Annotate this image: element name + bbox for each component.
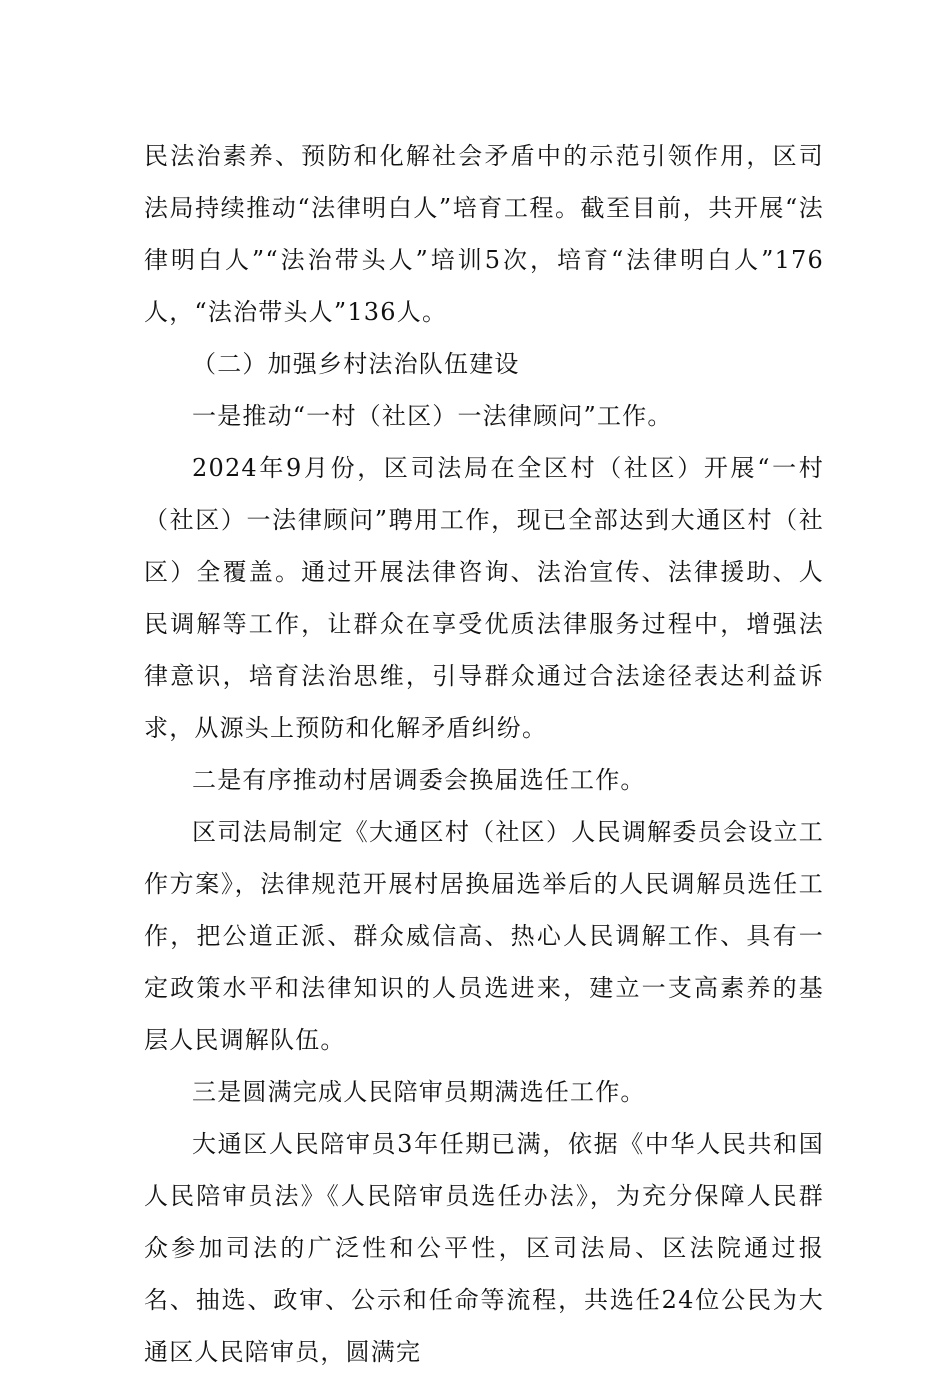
- subheading-two: 二是有序推动村居调委会换届选任工作。: [192, 766, 646, 794]
- paragraph-jurors: 大通区人民陪审员3年任期已满，依据《中华人民共和国人民陪审员法》《人民陪审员选任办法》，为充分保障人民群众参加司法的广泛性和公平性，区司法局、区法院通过报名、抽选、政审、公示和任命等流程，共选任24位公民为大通区人民陪审员，圆满完: [144, 1130, 824, 1366]
- document-body: [144, 130, 824, 1378]
- paragraph-continuation: 民法治素养、预防和化解社会矛盾中的示范引领作用，区司法局持续推动“法律明白人”培育工程。截至目前，共开展“法律明白人”“法治带头人”培训5次，培育“法律明白人”176人，“法治带头人”136人。: [144, 142, 824, 326]
- subheading-three: 三是圆满完成人民陪审员期满选任工作。: [192, 1078, 646, 1106]
- section-heading: （二）加强乡村法治队伍建设: [192, 350, 520, 378]
- paragraph-mediation: 区司法局制定《大通区村（社区）人民调解委员会设立工作方案》，法律规范开展村居换届选举后的人民调解员选任工作，把公道正派、群众威信高、热心人民调解工作、具有一定政策水平和法律知识的人员选进来，建立一支高素养的基层人民调解队伍。: [144, 818, 824, 1054]
- subheading-one: 一是推动“一村（社区）一法律顾问”工作。: [192, 402, 673, 430]
- paragraph-legal-advisor: 2024年9月份，区司法局在全区村（社区）开展“一村（社区）一法律顾问”聘用工作，现已全部达到大通区村（社区）全覆盖。通过开展法律咨询、法治宣传、法律援助、人民调解等工作，让群众在享受优质法律服务过程中，增强法律意识，培育法治思维，引导群众通过合法途径表达利益诉求，从源头上预防和化解矛盾纠纷。: [144, 454, 824, 742]
